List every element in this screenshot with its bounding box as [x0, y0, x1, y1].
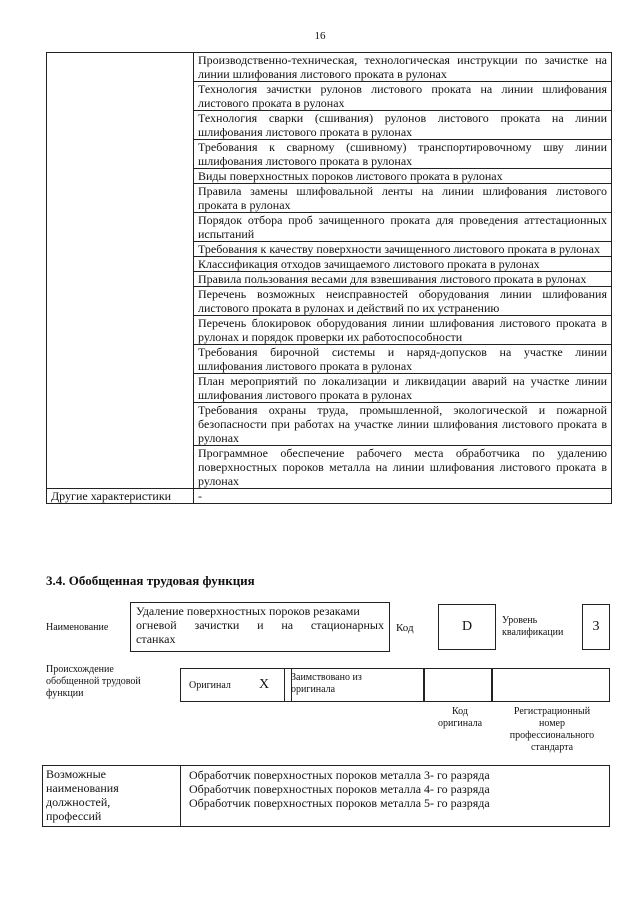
table-row: [47, 184, 612, 213]
other-characteristics-label: Другие характеристики: [47, 489, 194, 504]
function-name-line: огневой зачистки и на стационарных: [136, 618, 384, 632]
table-row: [47, 82, 612, 111]
list-item: Обработчик поверхностных пороков металла 3- го разряда: [189, 768, 490, 782]
table-row: [47, 242, 612, 257]
possible-positions-table: [42, 765, 610, 827]
table-row: [47, 140, 612, 169]
code-label: Код: [396, 622, 414, 634]
table-cell: Требования к сварному (сшивному) транспортировочному шву линии шлифования листового проката в рулонах: [194, 140, 612, 169]
table-cell: Перечень блокировок оборудования линии шлифования листового проката в рулонах и порядок проверки их работоспособности: [194, 316, 612, 345]
registration-number-caption: Регистрационный номер профессионального стандарта: [509, 706, 595, 753]
registration-number-cell: [492, 668, 610, 702]
list-item: Обработчик поверхностных пороков металла 5- го разряда: [189, 796, 490, 810]
table-row-other: [47, 489, 612, 504]
table-row: [47, 213, 612, 242]
code-value: D: [438, 604, 496, 650]
knowledge-table: [46, 52, 612, 504]
original-cell: [180, 668, 292, 702]
possible-positions-label: Возможные наименования должностей, профессий: [43, 766, 181, 826]
table-cell: Правила замены шлифовальной ленты на линии шлифования листового проката в рулонах: [194, 184, 612, 213]
table-cell: Требования охраны труда, промышленной, экологической и пожарной безопасности при работах на участке линии шлифования листового проката в рулонах: [194, 403, 612, 446]
table-row: [47, 446, 612, 489]
level-value: 3: [582, 604, 610, 650]
table-cell: Порядок отбора проб зачищенного проката для проведения аттестационных испытаний: [194, 213, 612, 242]
original-label: Оригинал: [189, 680, 231, 691]
section-title: 3.4. Обобщенная трудовая функция: [46, 573, 255, 588]
origin-label: Происхождение обобщенной трудовой функции: [46, 664, 141, 699]
level-label: Уровень квалификации: [502, 615, 564, 638]
original-mark: X: [259, 677, 270, 692]
table-cell: Виды поверхностных пороков листового проката в рулонах: [194, 169, 612, 184]
table-cell: Производственно-техническая, технологическая инструкции по зачистке на линии шлифования листового проката в рулонах: [194, 53, 612, 82]
original-code-cell: [424, 668, 492, 702]
function-name-box: [130, 602, 390, 652]
original-code-caption: Код оригинала: [437, 706, 483, 729]
table-row: [47, 345, 612, 374]
table-cell: Правила пользования весами для взвешивания листового проката в рулонах: [194, 272, 612, 287]
table-cell: Перечень возможных неисправностей оборудования линии шлифования листового проката в рулонах и действий по их устранению: [194, 287, 612, 316]
function-name-line: станках: [136, 632, 176, 646]
table-row: [47, 257, 612, 272]
table-row: [47, 272, 612, 287]
list-item: Обработчик поверхностных пороков металла 4- го разряда: [189, 782, 490, 796]
page-number: 16: [314, 30, 326, 42]
table-row: [47, 287, 612, 316]
table-row: [47, 374, 612, 403]
table-cell: План мероприятий по локализации и ликвидации аварий на участке линии шлифования листового проката в рулонах: [194, 374, 612, 403]
table-row: [47, 169, 612, 184]
table-row: [47, 53, 612, 82]
name-label: Наименование: [46, 622, 109, 633]
table-cell: Технология зачистки рулонов листового проката на линии шлифования листового проката в рулонах: [194, 82, 612, 111]
function-name-line: Удаление поверхностных пороков резаками: [136, 604, 360, 618]
table-cell: Требования к качеству поверхности зачищенного листового проката в рулонах: [194, 242, 612, 257]
borrowed-cell: Заимствовано из оригинала: [284, 668, 424, 702]
table-cell: Программное обеспечение рабочего места обработчика по удалению поверхностных пороков металла на линии шлифования листового проката в рулонах: [194, 446, 612, 489]
other-characteristics-value: -: [194, 489, 612, 504]
possible-positions-list: [189, 768, 490, 810]
table-row: [47, 316, 612, 345]
table-row: [47, 111, 612, 140]
table-cell: Требования бирочной системы и наряд-допусков на участке линии шлифования листового проката в рулонах: [194, 345, 612, 374]
table-row: [47, 403, 612, 446]
table-cell: Классификация отходов зачищаемого листового проката в рулонах: [194, 257, 612, 272]
table-cell: Технология сварки (сшивания) рулонов листового проката на линии шлифования листового проката в рулонах: [194, 111, 612, 140]
